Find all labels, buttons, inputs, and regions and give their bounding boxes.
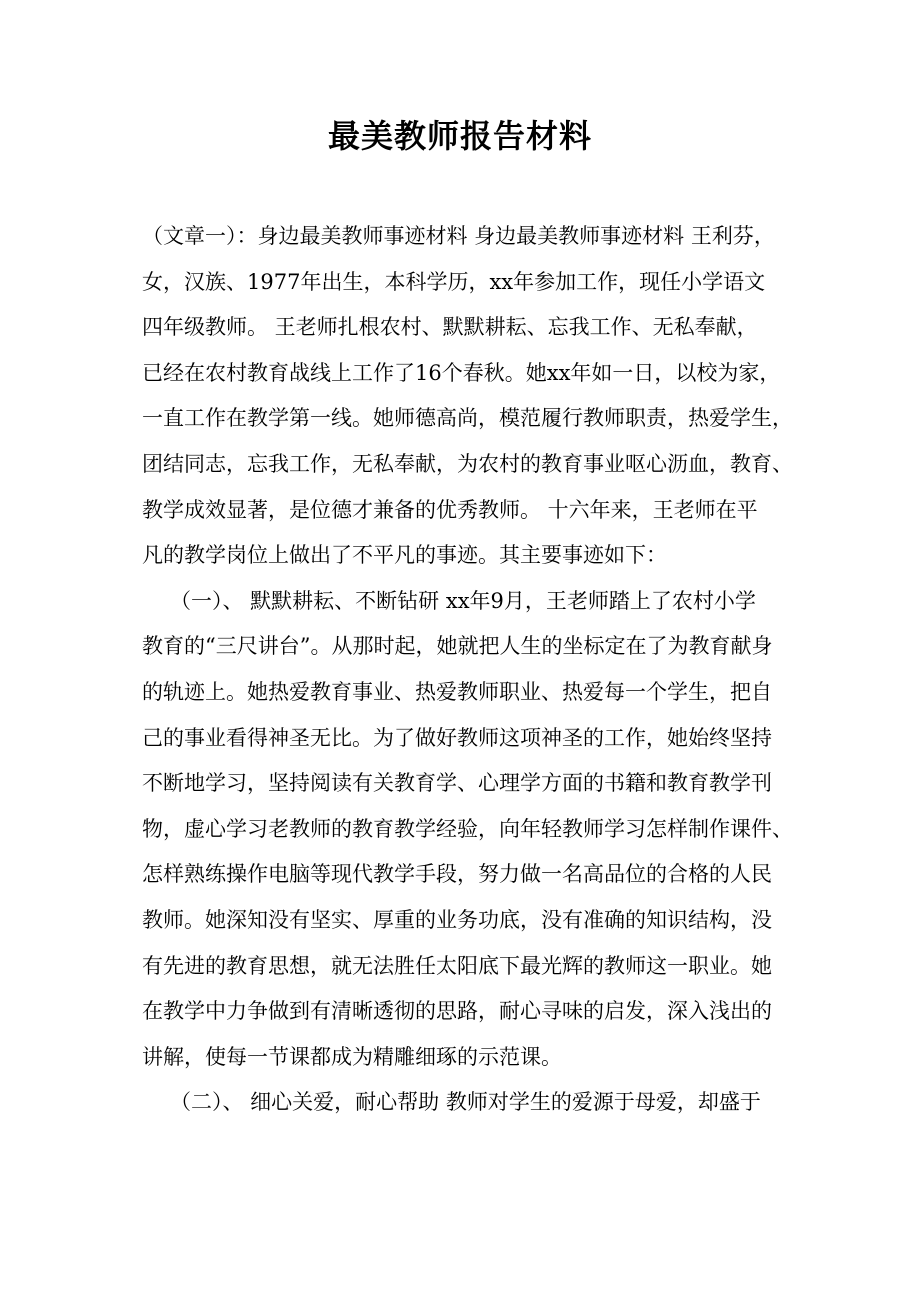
body-line: 怎样熟练操作电脑等现代教学手段，努力做一名高品位的合格的人民 [142, 862, 772, 887]
body-line: 讲解，使每一节课都成为精雕细琢的示范课。 [142, 1044, 562, 1069]
body-line: 四年级教师。 王老师扎根农村、默默耕耘、忘我工作、无私奉献， [142, 315, 758, 340]
body-line: 在教学中力争做到有清晰透彻的思路，耐心寻味的启发，深入浅出的 [142, 999, 772, 1024]
body-line: 教师。她深知没有坚实、厚重的业务功底，没有准确的知识结构，没 [142, 907, 772, 932]
body-line: 的轨迹上。她热爱教育事业、热爱教师职业、热爱每一个学生，把自 [142, 679, 772, 704]
body-line: 已经在农村教育战线上工作了16个春秋。她xx年如一日，以校为家， [142, 360, 781, 385]
body-line: （文章一）：身边最美教师事迹材料 身边最美教师事迹材料 王利芬， [142, 224, 775, 248]
document-title: 最美教师报告材料 [327, 117, 592, 155]
body-line: 团结同志，忘我工作，无私奉献，为农村的教育事业呕心沥血，教育、 [142, 451, 793, 476]
body-line: 有先进的教育思想，就无法胜任太阳底下最光辉的教师这一职业。她 [142, 953, 772, 978]
body-line: 教学成效显著，是位德才兼备的优秀教师。 十六年来，王老师在平 [142, 497, 758, 522]
body-line: 一直工作在教学第一线。她师德高尚，模范履行教师职责，热爱学生， [142, 406, 793, 431]
body-line: 己的事业看得神圣无比。为了做好教师这项神圣的工作，她始终坚持 [142, 725, 772, 750]
body-line: （一）、 默默耕耘、不断钻研 xx年9月，王老师踏上了农村小学 [170, 588, 756, 613]
document-body [142, 214, 792, 1126]
body-line: 物，虚心学习老教师的教育教学经验，向年轻教师学习怎样制作课件、 [142, 816, 793, 841]
body-line: 女，汉族、1977年出生，本科学历，xx年参加工作，现任小学语文 [142, 269, 766, 294]
body-line: 教育的“三尺讲台”。从那时起，她就把人生的坐标定在了为教育献身 [142, 634, 773, 659]
body-line: （二）、 细心关爱，耐心帮助 教师对学生的爱源于母爱，却盛于 [170, 1090, 761, 1115]
body-line: 凡的教学岗位上做出了不平凡的事迹。其主要事迹如下： [142, 543, 667, 568]
body-line: 不断地学习，坚持阅读有关教育学、心理学方面的书籍和教育教学刊 [142, 771, 772, 796]
